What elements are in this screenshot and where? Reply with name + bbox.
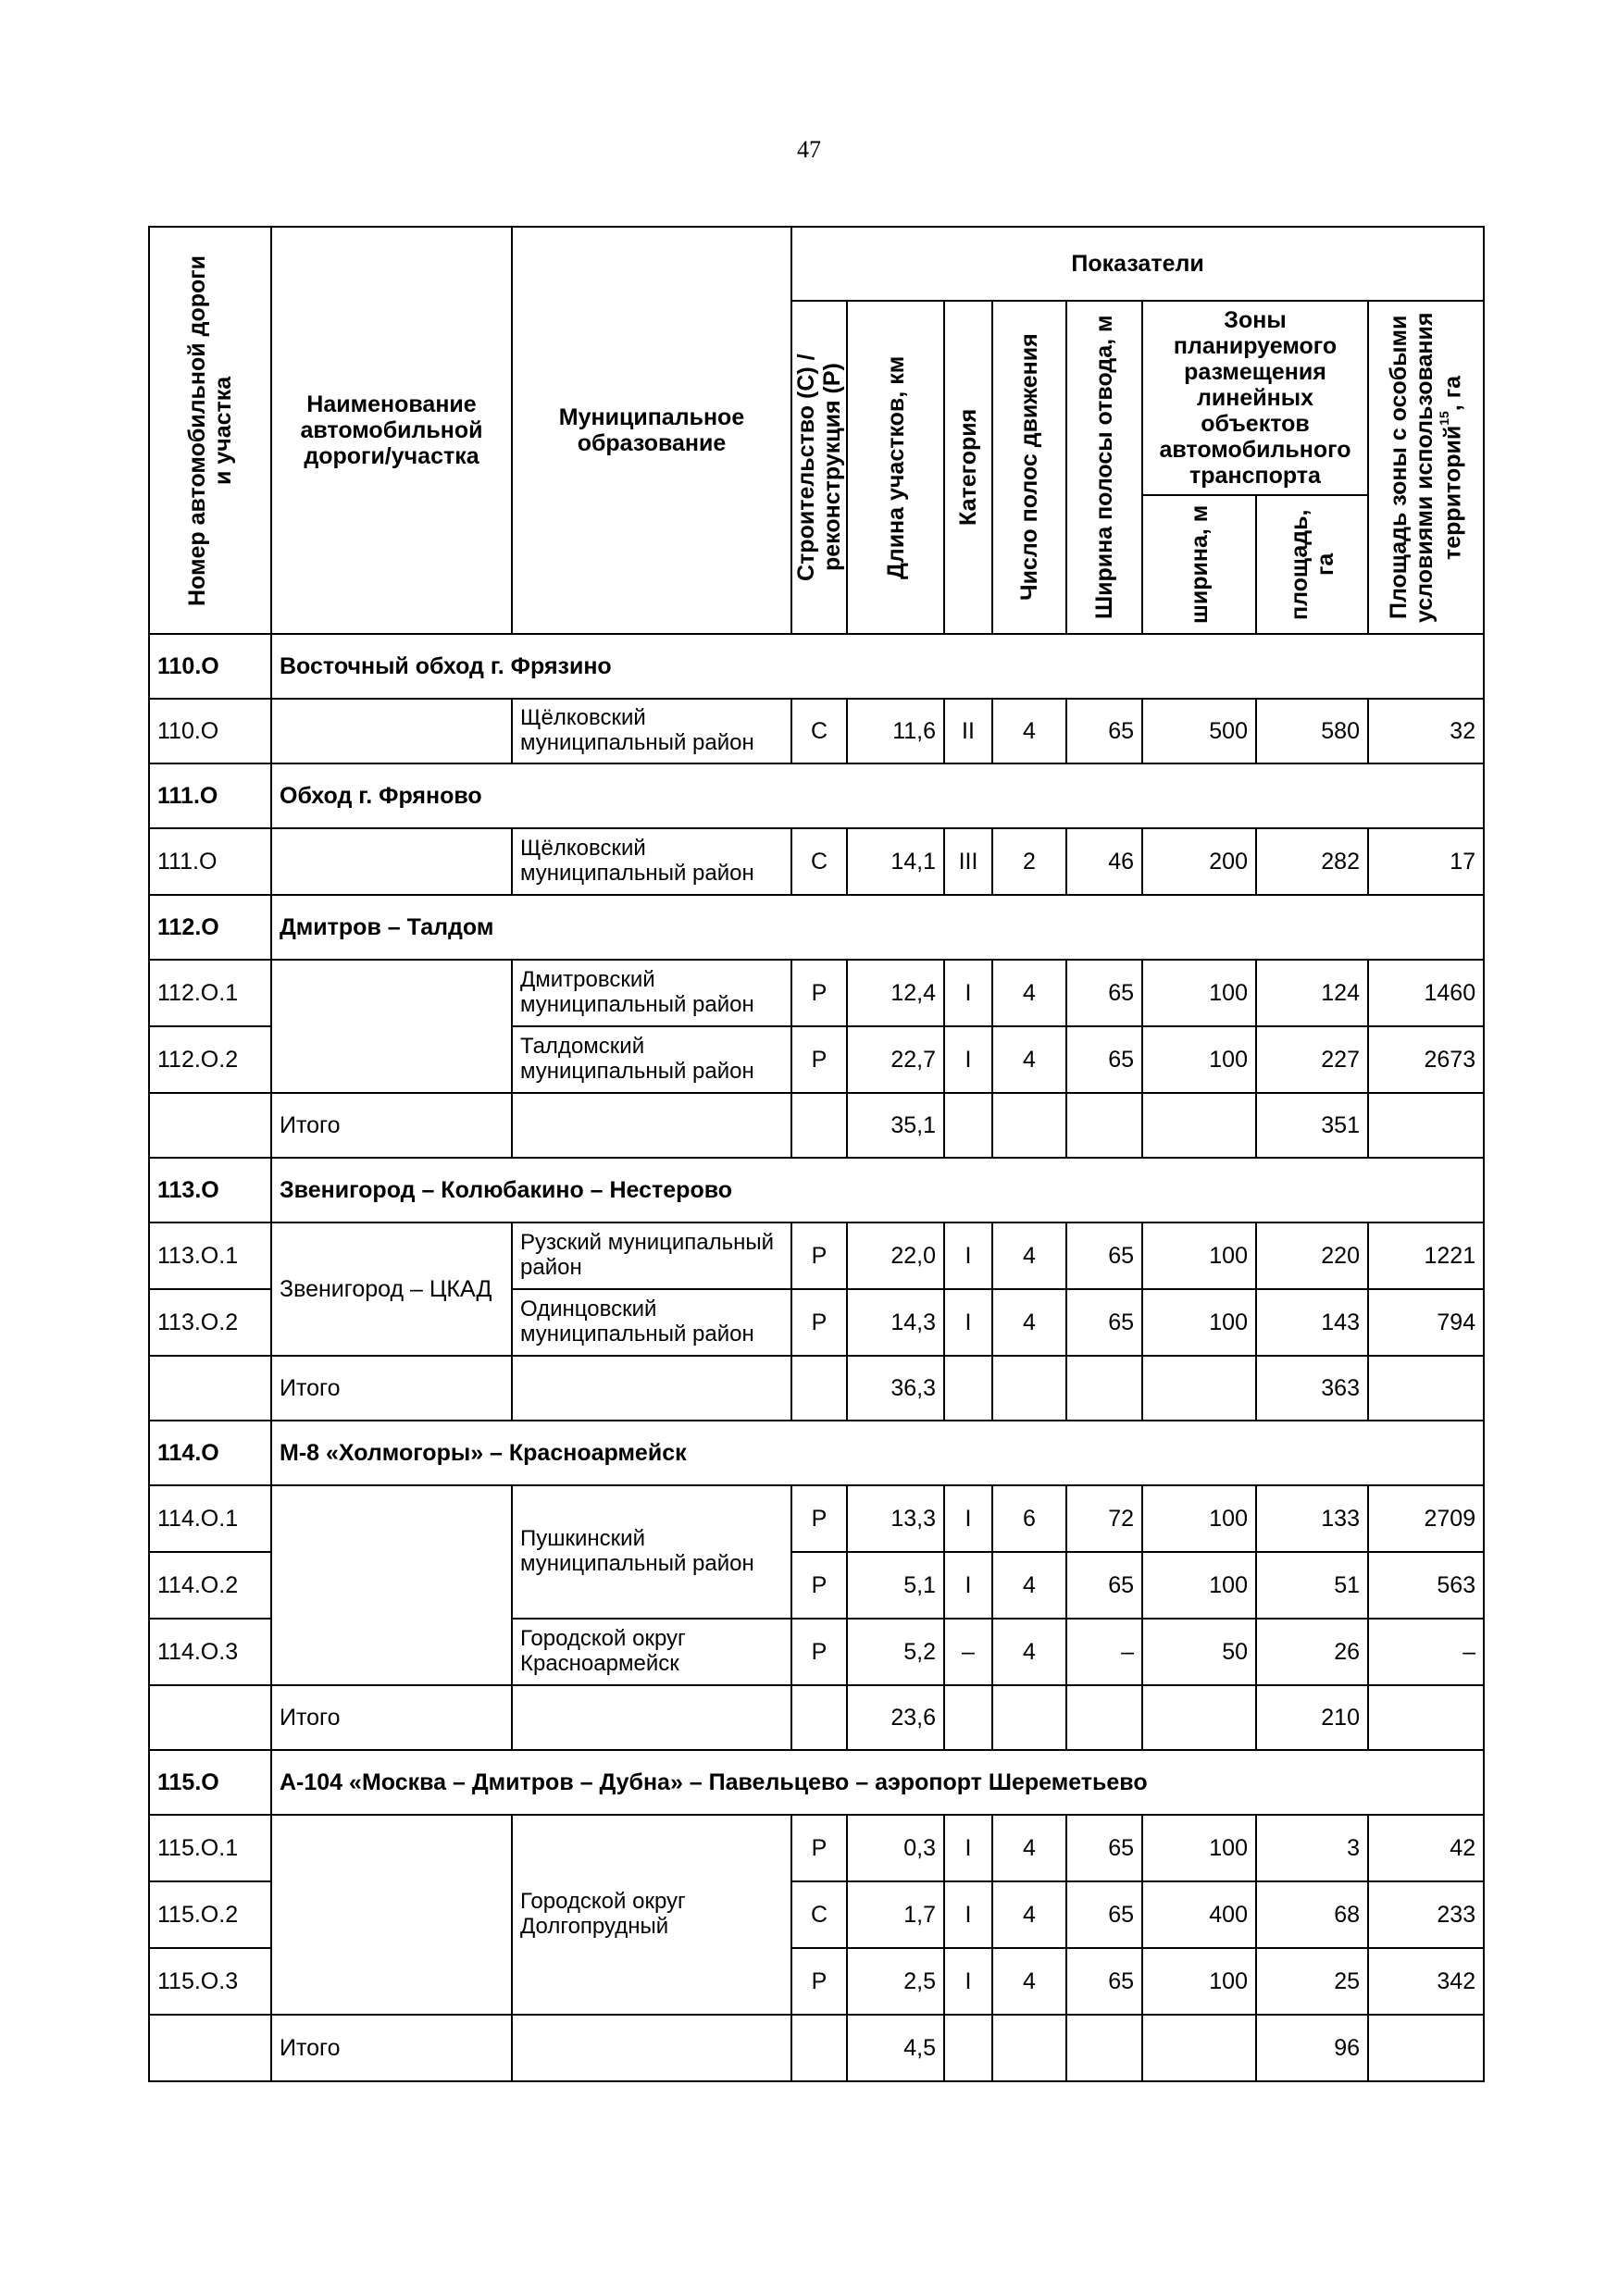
roads-table [148,226,1485,2082]
group-row-111: 111.О Обход г. Фряново [149,763,1484,828]
header-length: Длина участков, км [847,301,944,634]
header-zone-area: площадь, га [1256,495,1368,634]
header-lanes: Число полос движения [992,301,1066,634]
header-municipality: Муниципальное образование [512,227,791,634]
header-road-number: Номер автомобильной дороги и участка [149,227,271,634]
table-row-115-2: 115.О.2 С 1,7 I 4 65 400 68 233 [149,1881,1484,1948]
header-category: Категория [944,301,992,634]
header-row-width: Ширина полосы отвода, м [1066,301,1142,634]
table-row-112-1: 112.О.1 Дмитровский муниципальный район Р 12,4 I 4 65 100 124 1460 [149,960,1484,1026]
header-road-name: Наименование автомобильной дороги/участка [271,227,512,634]
table-row-115-3: 115.О.3 Р 2,5 I 4 65 100 25 342 [149,1948,1484,2015]
header-row-1 [149,227,1484,301]
header-zones: Зоны планируемого размещения линейных объектов автомобильного транспорта [1142,301,1368,495]
table-row-114-1: 114.О.1 Пушкинский муниципальный район Р 13,3 I 6 72 100 133 2709 [149,1485,1484,1552]
table-row-113-2: 113.О.2 Одинцовский муниципальный район Р 14,3 I 4 65 100 143 794 [149,1289,1484,1356]
table-row-114-3: 114.О.3 Городской округ Красноармейск Р 5,2 – 4 – 50 26 – [149,1619,1484,1685]
header-special-zone-area: Площадь зоны с особыми условиями использования территорий$^{15}$, га [1368,301,1484,634]
group-row-113: 113.О Звенигород – Колюбакино – Нестерово [149,1158,1484,1222]
group-row-114: 114.О М-8 «Холмогоры» – Красноармейск [149,1421,1484,1485]
table-row-114-2: 114.О.2 Р 5,1 I 4 65 100 51 563 [149,1552,1484,1619]
header-zone-width: ширина, м [1142,495,1256,634]
subsection-name: Звенигород – ЦКАД [271,1222,512,1356]
table-row-111: 111.О Щёлковский муниципальный район С 14,1 III 2 46 200 282 17 [149,828,1484,895]
total-row-114: Итого 23,6 210 [149,1685,1484,1750]
total-row-115: Итого 4,5 96 [149,2015,1484,2081]
table-row-112-2: 112.О.2 Талдомский муниципальный район Р 22,7 I 4 65 100 227 2673 [149,1026,1484,1093]
table-row-115-1: 115.О.1 Городской округ Долгопрудный Р 0,3 I 4 65 100 3 42 [149,1815,1484,1881]
header-indicators: Показатели [791,227,1484,301]
table-row-110: 110.О Щёлковский муниципальный район С 11,6 II 4 65 500 580 32 [149,699,1484,763]
table-row-113-1: 113.О.1 Звенигород – ЦКАД Рузский муниципальный район Р 22,0 I 4 65 100 220 1221 [149,1222,1484,1289]
total-row-113: Итого 36,3 363 [149,1356,1484,1421]
total-row-112: Итого 35,1 351 [149,1093,1484,1158]
page-number: 47 [797,136,821,163]
header-construction: Строительство (С) / реконструкция (Р) [791,301,847,634]
group-row-110: 110.О Восточный обход г. Фрязино [149,634,1484,699]
group-row-112: 112.О Дмитров – Талдом [149,895,1484,960]
group-row-115: 115.О А-104 «Москва – Дмитров – Дубна» – Павельцево – аэропорт Шереметьево [149,1750,1484,1815]
